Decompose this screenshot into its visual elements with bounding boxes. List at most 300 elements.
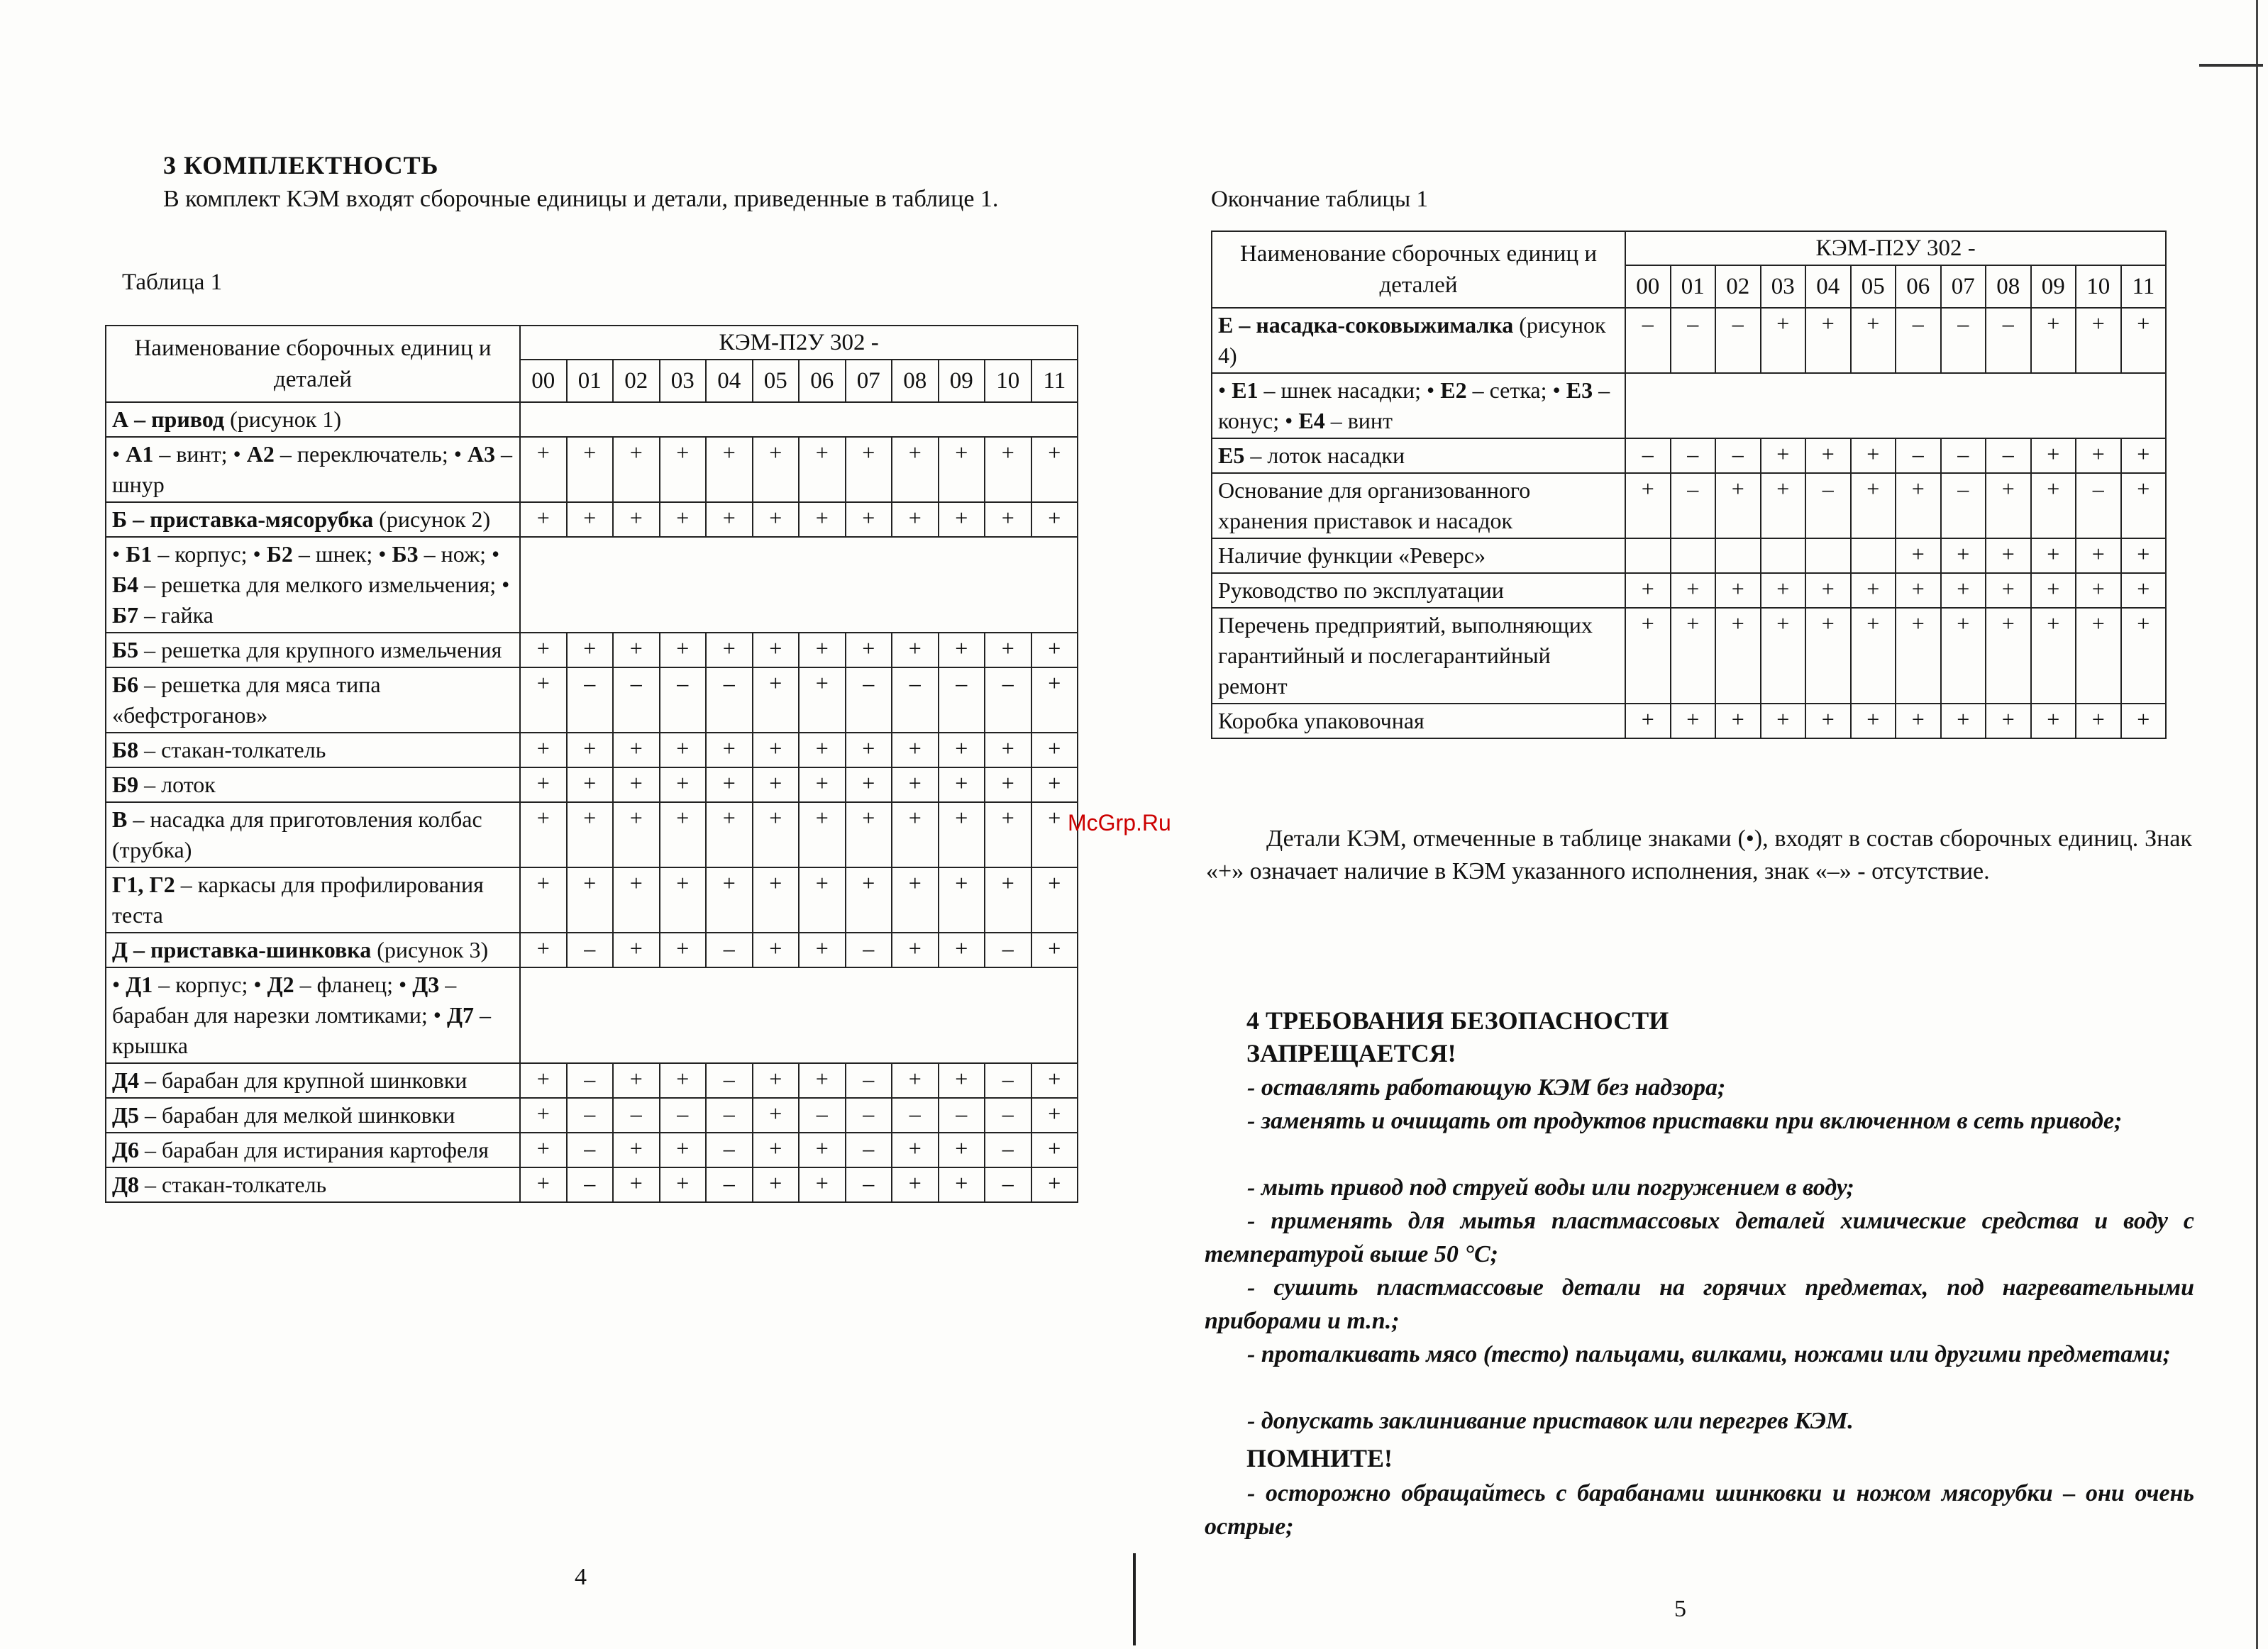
availability-mark: + xyxy=(613,1167,660,1202)
availability-mark: + xyxy=(1941,704,1986,738)
column-header: 04 xyxy=(1805,265,1851,308)
availability-mark: + xyxy=(660,502,707,537)
availability-mark: – xyxy=(706,1133,753,1167)
column-header: 02 xyxy=(1715,265,1761,308)
availability-mark: + xyxy=(2121,473,2167,538)
availability-mark: + xyxy=(1986,573,2031,608)
availability-mark: + xyxy=(753,767,800,802)
availability-mark: + xyxy=(2121,438,2167,473)
table-caption: Таблица 1 xyxy=(122,270,223,295)
availability-mark: + xyxy=(753,633,800,667)
availability-mark: – xyxy=(1671,438,1716,473)
availability-mark: + xyxy=(1031,633,1078,667)
availability-mark: – xyxy=(2076,473,2121,538)
availability-mark: – xyxy=(985,1098,1031,1133)
availability-mark: + xyxy=(706,767,753,802)
column-header: 02 xyxy=(613,360,660,402)
availability-mark: + xyxy=(520,767,567,802)
availability-mark: + xyxy=(985,733,1031,767)
availability-mark: + xyxy=(892,1063,939,1098)
table-row xyxy=(106,667,1078,733)
availability-mark: + xyxy=(1896,538,1941,573)
availability-mark: + xyxy=(1715,704,1761,738)
availability-mark: + xyxy=(613,1133,660,1167)
availability-mark: + xyxy=(1671,704,1716,738)
column-header: 10 xyxy=(985,360,1031,402)
availability-mark: + xyxy=(1761,608,1806,704)
availability-mark: – xyxy=(985,933,1031,967)
availability-mark: + xyxy=(1625,608,1671,704)
availability-mark: + xyxy=(520,437,567,502)
availability-mark: + xyxy=(2031,438,2076,473)
column-header: 11 xyxy=(2121,265,2167,308)
availability-mark: + xyxy=(613,867,660,933)
availability-mark: + xyxy=(2031,608,2076,704)
availability-mark: + xyxy=(613,1063,660,1098)
availability-mark: + xyxy=(1715,473,1761,538)
merged-cell xyxy=(1625,373,2166,438)
availability-mark: + xyxy=(939,502,985,537)
availability-mark: + xyxy=(892,633,939,667)
availability-mark: + xyxy=(939,1167,985,1202)
availability-mark: + xyxy=(799,667,846,733)
availability-mark: + xyxy=(799,1133,846,1167)
safety-rule: - сушить пластмассовые детали на горячих предметах, под нагревательными приборами и т.п.; xyxy=(1205,1275,2194,1334)
availability-mark xyxy=(1851,538,1896,573)
availability-mark: + xyxy=(2031,704,2076,738)
safety-rule: - осторожно обращайтесь с барабанами шинковки и ножом мясорубки – они очень острые; xyxy=(1205,1480,2194,1540)
table-row xyxy=(1212,438,2166,473)
availability-mark: + xyxy=(939,437,985,502)
column-header: 09 xyxy=(2031,265,2076,308)
component-name: • Д1 – корпус; • Д2 – фланец; • Д3 – барабан для нарезки ломтиками; • Д7 – крышка xyxy=(106,967,520,1063)
availability-mark: + xyxy=(1805,438,1851,473)
availability-mark: + xyxy=(660,802,707,867)
availability-mark: – xyxy=(706,1098,753,1133)
availability-mark: + xyxy=(985,502,1031,537)
availability-mark xyxy=(1805,538,1851,573)
component-name: Д6 – барабан для истирания картофеля xyxy=(106,1133,520,1167)
availability-mark: + xyxy=(1031,502,1078,537)
availability-mark: + xyxy=(1031,802,1078,867)
availability-mark: + xyxy=(567,502,614,537)
availability-mark: – xyxy=(660,667,707,733)
availability-mark: + xyxy=(567,867,614,933)
component-name: Руководство по эксплуатации xyxy=(1212,573,1625,608)
availability-mark: + xyxy=(892,802,939,867)
availability-mark: + xyxy=(520,1098,567,1133)
safety-rule: - применять для мытья пластмассовых деталей химические средства и воду с температурой выше 50 °С; xyxy=(1205,1208,2194,1267)
availability-mark: + xyxy=(753,437,800,502)
availability-mark: + xyxy=(892,733,939,767)
availability-mark: + xyxy=(1896,704,1941,738)
availability-mark: + xyxy=(892,1167,939,1202)
component-name: В – насадка для приготовления колбас (трубка) xyxy=(106,802,520,867)
safety-rule: - проталкивать мясо (тесто) пальцами, вилками, ножами или другими предметами; xyxy=(1247,1341,2171,1367)
availability-mark: + xyxy=(846,767,892,802)
availability-mark: + xyxy=(892,502,939,537)
availability-mark: + xyxy=(613,633,660,667)
table-row xyxy=(106,402,1078,437)
availability-mark: + xyxy=(1761,473,1806,538)
availability-mark: + xyxy=(1715,608,1761,704)
column-header: 03 xyxy=(660,360,707,402)
availability-mark: + xyxy=(753,1167,800,1202)
availability-mark: – xyxy=(613,667,660,733)
table-row xyxy=(106,1098,1078,1133)
availability-mark: + xyxy=(2031,538,2076,573)
availability-mark: + xyxy=(1625,573,1671,608)
availability-mark: + xyxy=(939,1063,985,1098)
availability-mark: + xyxy=(706,802,753,867)
availability-mark: – xyxy=(567,667,614,733)
availability-mark: – xyxy=(985,1167,1031,1202)
availability-mark: – xyxy=(892,667,939,733)
availability-mark: – xyxy=(567,1063,614,1098)
availability-mark: + xyxy=(660,733,707,767)
component-name: Наличие функции «Реверс» xyxy=(1212,538,1625,573)
component-name: Е5 – лоток насадки xyxy=(1212,438,1625,473)
availability-mark: + xyxy=(613,437,660,502)
availability-mark: – xyxy=(846,667,892,733)
availability-mark: + xyxy=(846,867,892,933)
availability-mark: + xyxy=(846,437,892,502)
forbidden-heading: ЗАПРЕЩАЕТСЯ! xyxy=(1246,1039,1456,1067)
availability-mark: + xyxy=(567,802,614,867)
availability-mark: + xyxy=(892,867,939,933)
availability-mark: – xyxy=(1896,308,1941,373)
column-header: 07 xyxy=(846,360,892,402)
availability-mark: – xyxy=(567,1167,614,1202)
table-row xyxy=(1212,704,2166,738)
components-table-end xyxy=(1211,231,2167,739)
availability-mark: + xyxy=(2031,573,2076,608)
availability-mark: + xyxy=(613,802,660,867)
availability-mark: + xyxy=(753,667,800,733)
availability-mark: + xyxy=(799,867,846,933)
availability-mark: + xyxy=(1031,1133,1078,1167)
header-model: КЭМ-П2У 302 - xyxy=(1625,231,2166,265)
corner-mark xyxy=(2199,64,2263,67)
availability-mark: + xyxy=(1851,704,1896,738)
availability-mark: + xyxy=(1896,473,1941,538)
availability-mark: + xyxy=(1671,608,1716,704)
availability-mark xyxy=(1625,538,1671,573)
page-number: 4 xyxy=(575,1564,587,1590)
availability-mark: + xyxy=(799,437,846,502)
header-model: КЭМ-П2У 302 - xyxy=(520,326,1078,360)
availability-mark: + xyxy=(706,633,753,667)
availability-mark: + xyxy=(1031,437,1078,502)
availability-mark: + xyxy=(660,1063,707,1098)
availability-mark: + xyxy=(1761,573,1806,608)
availability-mark: + xyxy=(2121,704,2167,738)
table-row xyxy=(106,767,1078,802)
column-header: 01 xyxy=(567,360,614,402)
availability-mark: + xyxy=(1715,573,1761,608)
column-header: 11 xyxy=(1031,360,1078,402)
availability-mark: – xyxy=(1941,308,1986,373)
availability-mark: + xyxy=(799,1063,846,1098)
availability-mark: + xyxy=(799,1167,846,1202)
availability-mark: + xyxy=(567,733,614,767)
table-row xyxy=(106,633,1078,667)
component-name: Д – приставка-шинковка (рисунок 3) xyxy=(106,933,520,967)
availability-mark: + xyxy=(1941,608,1986,704)
availability-mark: + xyxy=(753,802,800,867)
availability-mark: – xyxy=(799,1098,846,1133)
availability-mark: + xyxy=(2031,473,2076,538)
availability-mark: + xyxy=(753,933,800,967)
components-table xyxy=(105,325,1078,1203)
availability-mark: + xyxy=(939,1133,985,1167)
availability-mark: + xyxy=(567,633,614,667)
table-note: Детали КЭМ, отмеченные в таблице знаками (•), входят в состав сборочных единиц. Знак «+» означает наличие в КЭМ указанного исполнения, знак «–» - отсутствие. xyxy=(1206,826,2192,884)
availability-mark: + xyxy=(613,933,660,967)
column-header: 03 xyxy=(1761,265,1806,308)
availability-mark: + xyxy=(2076,573,2121,608)
availability-mark: + xyxy=(846,733,892,767)
availability-mark: – xyxy=(985,667,1031,733)
availability-mark: + xyxy=(2076,538,2121,573)
right-page xyxy=(1135,0,2268,1649)
column-header: 05 xyxy=(753,360,800,402)
availability-mark: + xyxy=(706,437,753,502)
table-row xyxy=(1212,473,2166,538)
table-row xyxy=(106,933,1078,967)
availability-mark: + xyxy=(660,1133,707,1167)
availability-mark: + xyxy=(892,437,939,502)
merged-cell xyxy=(520,537,1078,633)
availability-mark: + xyxy=(1031,733,1078,767)
availability-mark: + xyxy=(706,867,753,933)
column-header: 00 xyxy=(1625,265,1671,308)
availability-mark: + xyxy=(985,802,1031,867)
availability-mark: + xyxy=(660,633,707,667)
availability-mark: – xyxy=(706,667,753,733)
component-name: Перечень предприятий, выполняющих гарантийный и послегарантийный ремонт xyxy=(1212,608,1625,704)
availability-mark: + xyxy=(1805,608,1851,704)
availability-mark: + xyxy=(985,633,1031,667)
column-header: 07 xyxy=(1941,265,1986,308)
column-header: 04 xyxy=(706,360,753,402)
column-header: 09 xyxy=(939,360,985,402)
availability-mark: + xyxy=(567,767,614,802)
availability-mark: – xyxy=(846,1098,892,1133)
availability-mark: – xyxy=(846,933,892,967)
availability-mark: + xyxy=(1986,473,2031,538)
availability-mark: + xyxy=(753,733,800,767)
table-row xyxy=(106,1167,1078,1202)
watermark: McGrp.Ru xyxy=(1068,810,1171,835)
availability-mark: + xyxy=(613,767,660,802)
component-name: Б6 – решетка для мяса типа «бефстроганов» xyxy=(106,667,520,733)
availability-mark: – xyxy=(1805,473,1851,538)
availability-mark: – xyxy=(567,933,614,967)
availability-mark: + xyxy=(1851,438,1896,473)
column-header: 00 xyxy=(520,360,567,402)
table-row xyxy=(1212,608,2166,704)
availability-mark: + xyxy=(939,733,985,767)
availability-mark: + xyxy=(520,502,567,537)
availability-mark: + xyxy=(985,437,1031,502)
safety-rule: - оставлять работающую КЭМ без надзора; xyxy=(1247,1075,1726,1101)
availability-mark: – xyxy=(660,1098,707,1133)
component-name: • А1 – винт; • А2 – переключатель; • А3 – шнур xyxy=(106,437,520,502)
availability-mark: + xyxy=(1031,933,1078,967)
availability-mark: – xyxy=(706,1167,753,1202)
column-header: 08 xyxy=(1986,265,2031,308)
availability-mark: + xyxy=(1851,573,1896,608)
component-name: Б5 – решетка для крупного измельчения xyxy=(106,633,520,667)
availability-mark: + xyxy=(892,1133,939,1167)
availability-mark: + xyxy=(2076,608,2121,704)
availability-mark: + xyxy=(520,1063,567,1098)
spine-mark xyxy=(1133,1553,1136,1645)
component-name: Б9 – лоток xyxy=(106,767,520,802)
component-name: Д5 – барабан для мелкой шинковки xyxy=(106,1098,520,1133)
merged-cell xyxy=(520,402,1078,437)
availability-mark xyxy=(1671,538,1716,573)
availability-mark: + xyxy=(985,867,1031,933)
table-row xyxy=(1212,538,2166,573)
table-row xyxy=(106,437,1078,502)
availability-mark: – xyxy=(1671,308,1716,373)
availability-mark: + xyxy=(846,502,892,537)
availability-mark: + xyxy=(1896,608,1941,704)
availability-mark: + xyxy=(520,1167,567,1202)
availability-mark: + xyxy=(939,767,985,802)
availability-mark: + xyxy=(660,867,707,933)
availability-mark: + xyxy=(1986,704,2031,738)
availability-mark: + xyxy=(1031,1167,1078,1202)
component-name: Коробка упаковочная xyxy=(1212,704,1625,738)
availability-mark: + xyxy=(1986,608,2031,704)
availability-mark: + xyxy=(660,1167,707,1202)
availability-mark: + xyxy=(520,933,567,967)
availability-mark: + xyxy=(2121,538,2167,573)
availability-mark: – xyxy=(567,1133,614,1167)
column-header: 01 xyxy=(1671,265,1716,308)
availability-mark: + xyxy=(2121,308,2167,373)
availability-mark: + xyxy=(1896,573,1941,608)
section-title: 3 КОМПЛЕКТНОСТЬ xyxy=(163,151,439,179)
availability-mark: + xyxy=(1805,704,1851,738)
availability-mark: + xyxy=(2031,308,2076,373)
table-row xyxy=(106,867,1078,933)
table-row xyxy=(106,502,1078,537)
availability-mark: + xyxy=(846,802,892,867)
availability-mark: + xyxy=(939,802,985,867)
availability-mark: – xyxy=(1715,308,1761,373)
availability-mark: – xyxy=(846,1063,892,1098)
availability-mark: + xyxy=(1761,704,1806,738)
availability-mark: + xyxy=(892,933,939,967)
component-name: Основание для организованного хранения приставок и насадок xyxy=(1212,473,1625,538)
availability-mark: – xyxy=(846,1167,892,1202)
table-row xyxy=(106,537,1078,633)
availability-mark: + xyxy=(660,437,707,502)
availability-mark: + xyxy=(706,733,753,767)
availability-mark: – xyxy=(1715,438,1761,473)
availability-mark: + xyxy=(613,733,660,767)
availability-mark: + xyxy=(753,867,800,933)
availability-mark: – xyxy=(706,1063,753,1098)
safety-rule: - заменять и очищать от продуктов приставки при включенном в сеть приводе; xyxy=(1247,1108,2123,1134)
availability-mark: + xyxy=(753,1063,800,1098)
availability-mark: + xyxy=(985,767,1031,802)
availability-mark: + xyxy=(846,633,892,667)
availability-mark: + xyxy=(1941,538,1986,573)
availability-mark: + xyxy=(1031,667,1078,733)
merged-cell xyxy=(520,967,1078,1063)
availability-mark: + xyxy=(892,767,939,802)
availability-mark: + xyxy=(2076,308,2121,373)
availability-mark: – xyxy=(985,1133,1031,1167)
availability-mark: – xyxy=(567,1098,614,1133)
availability-mark: + xyxy=(567,437,614,502)
availability-mark: + xyxy=(1986,538,2031,573)
availability-mark: – xyxy=(1986,438,2031,473)
availability-mark: + xyxy=(520,802,567,867)
table-row xyxy=(1212,573,2166,608)
column-header: 06 xyxy=(799,360,846,402)
availability-mark: – xyxy=(1625,308,1671,373)
availability-mark: – xyxy=(1941,473,1986,538)
table-row xyxy=(106,802,1078,867)
availability-mark: – xyxy=(1625,438,1671,473)
availability-mark: + xyxy=(2121,608,2167,704)
availability-mark: + xyxy=(1805,308,1851,373)
availability-mark: + xyxy=(1851,608,1896,704)
component-name: Б – приставка-мясорубка (рисунок 2) xyxy=(106,502,520,537)
availability-mark: + xyxy=(520,1133,567,1167)
availability-mark: + xyxy=(520,633,567,667)
component-name: Е – насадка-соковыжималка (рисунок 4) xyxy=(1212,308,1625,373)
table-row xyxy=(1212,373,2166,438)
availability-mark: + xyxy=(1031,1063,1078,1098)
availability-mark: + xyxy=(939,933,985,967)
availability-mark: + xyxy=(1625,473,1671,538)
component-name: А – привод (рисунок 1) xyxy=(106,402,520,437)
availability-mark: + xyxy=(2076,704,2121,738)
safety-rule: - допускать заклинивание приставок или перегрев КЭМ. xyxy=(1247,1408,1854,1434)
page-edge xyxy=(2256,0,2258,1649)
table-row xyxy=(106,733,1078,767)
table-caption: Окончание таблицы 1 xyxy=(1211,187,1428,212)
availability-mark: + xyxy=(939,633,985,667)
availability-mark: + xyxy=(1761,438,1806,473)
availability-mark: + xyxy=(753,1098,800,1133)
component-name: Г1, Г2 – каркасы для профилирования теста xyxy=(106,867,520,933)
header-name: Наименование сборочных единиц и деталей xyxy=(106,326,520,402)
availability-mark: – xyxy=(1986,308,2031,373)
availability-mark: + xyxy=(1031,767,1078,802)
availability-mark: + xyxy=(1625,704,1671,738)
remember-heading: ПОМНИТЕ! xyxy=(1246,1444,1393,1472)
availability-mark: + xyxy=(613,502,660,537)
table-row xyxy=(106,1133,1078,1167)
availability-mark: + xyxy=(660,933,707,967)
table-row xyxy=(1212,308,2166,373)
component-name: Д8 – стакан-толкатель xyxy=(106,1167,520,1202)
availability-mark: + xyxy=(753,502,800,537)
availability-mark: – xyxy=(939,667,985,733)
availability-mark xyxy=(1715,538,1761,573)
availability-mark: + xyxy=(799,633,846,667)
availability-mark: + xyxy=(1851,473,1896,538)
availability-mark: – xyxy=(613,1098,660,1133)
